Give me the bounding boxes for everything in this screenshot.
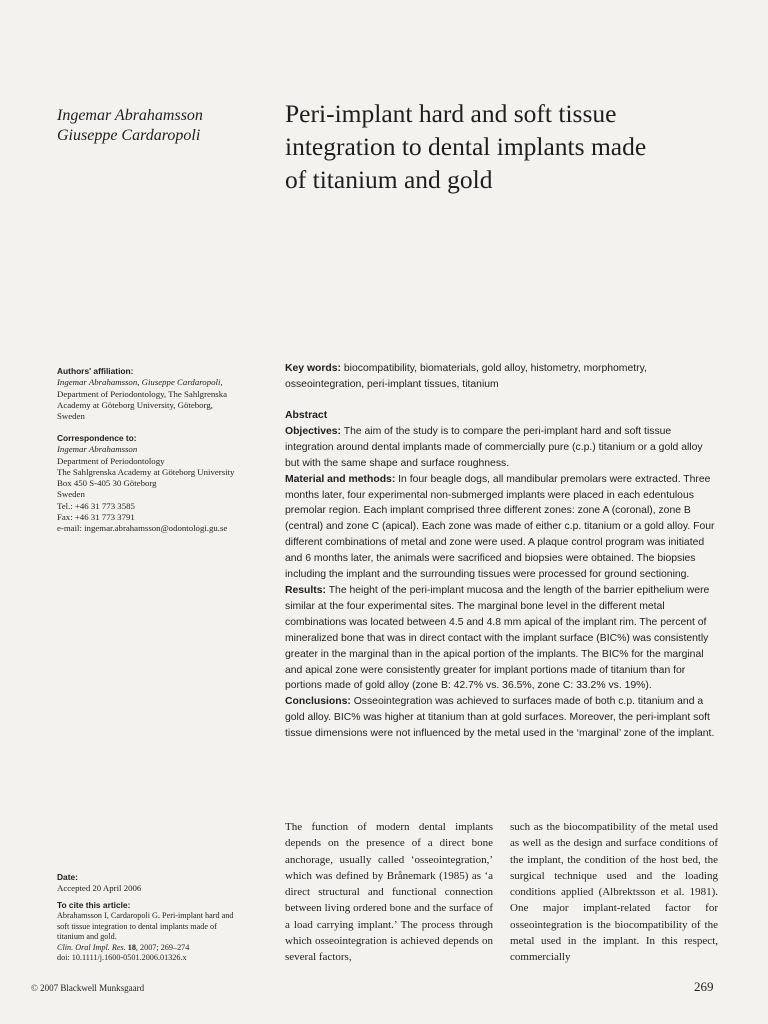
section-label: Conclusions: <box>285 696 351 708</box>
keywords-label: Key words: <box>285 363 342 374</box>
correspondence-line: Tel.: +46 31 773 3585 <box>57 500 135 511</box>
article-title <box>285 97 745 196</box>
section-label: Objectives: <box>285 425 342 437</box>
citation-volume: 18 <box>127 942 136 952</box>
citation-journal: Clin. Oral Impl. Res. <box>57 942 126 952</box>
affiliation-line: Department of Periodontology, The Sahlgrenska <box>57 388 228 399</box>
abstract-results <box>285 583 718 694</box>
affiliation-names: Ingemar Abrahamsson, Giuseppe Cardaropoli, <box>57 377 223 388</box>
title-line: Peri-implant hard and soft tissue <box>285 99 617 128</box>
correspondence-line: Department of Periodontology <box>57 455 165 466</box>
keywords-text: biocompatibility, biomaterials, gold alloy, histometry, morphometry, osseointegration, peri-implant tissues, titanium <box>285 363 647 390</box>
author-name: Giuseppe Cardaropoli <box>57 127 201 144</box>
date-block <box>57 872 272 895</box>
affiliation-block <box>57 366 272 422</box>
citation-line: titanium and gold. <box>57 932 117 942</box>
author-name: Ingemar Abrahamsson <box>57 107 203 124</box>
date-heading: Date: <box>57 872 78 882</box>
correspondence-block <box>57 433 272 535</box>
section-label: Results: <box>285 584 326 596</box>
citation-heading: To cite this article: <box>57 900 131 910</box>
section-text: In four beagle dogs, all mandibular premolars were extracted. Three months later, four experimental non-submerged implants were placed in each edentulous premolar region. Each implant comprised three different zones: zone A (coronal), zone B (central) and zone C (apical). Each zone was made of either c.p. titanium or a gold alloy. Four different combinations of metal and zone were used. A plaque control program was initiated and 6 months later, the animals were sacrificed and biopsies were obtained. The biopsies including the implant and the surrounding tissues were processed for ground sectioning. <box>285 473 715 581</box>
citation-line: soft tissue integration to dental implants made of <box>57 921 217 931</box>
title-line: integration to dental implants made <box>285 132 647 161</box>
correspondence-line: Fax: +46 31 773 3791 <box>57 512 135 523</box>
citation-pages: , 2007; 269–274 <box>135 942 190 952</box>
affiliation-line: Sweden <box>57 411 85 422</box>
copyright-notice: © 2007 Blackwell Munksgaard <box>31 983 145 993</box>
body-column-left: The function of modern dental implants depends on the presence of a direct bone anchorage, usually called ‘osseointegration,’ which was defined by Brånemark (1985) as ‘a direct structural and functional connection between living ordered bone and the surface of a load carrying implant.’ The process through which osseointegration is achieved depends on several factors, <box>285 821 493 964</box>
citation-line: Abrahamsson I, Cardaropoli G. Peri-implant hard and <box>57 911 234 921</box>
correspondence-email[interactable]: e-mail: ingemar.abrahamsson@odontologi.gu.se <box>57 523 228 534</box>
correspondence-heading: Correspondence to: <box>57 433 137 443</box>
date-text: Accepted 20 April 2006 <box>57 883 142 894</box>
abstract-methods <box>285 472 718 583</box>
correspondence-line: The Sahlgrenska Academy at Göteborg University <box>57 466 235 477</box>
section-text: Osseointegration was achieved to surfaces made of both c.p. titanium and a gold alloy. BIC% was higher at titanium than at gold surfaces. Moreover, the peri-implant soft tissue dimensions were not influenced by the metal used in the ‘marginal’ zone of the implant. <box>285 696 715 740</box>
affiliation-line: Academy at Göteborg University, Göteborg, <box>57 399 213 410</box>
keywords-block <box>285 361 718 393</box>
abstract-conclusions <box>285 694 718 742</box>
article-authors <box>57 106 272 146</box>
section-text: The height of the peri-implant mucosa and the length of the barrier epithelium were similar at the four experimental sites. The marginal bone level in the different metal combinations was located between 4.5 and 4.8 mm apical of the implant rim. The percent of mineralized bone that was in direct contact with the implant surface (BIC%) was consistently greater in the marginal than in the apical portion of the implants. The BIC% for the marginal and apical zone were consistently greater for implant portions made of titanium than for portions made of gold alloy (zone B: 42.7% vs. 36.5%, zone C: 33.2% vs. 19%). <box>285 584 710 692</box>
citation-block <box>57 900 272 964</box>
abstract-objectives <box>285 424 718 472</box>
abstract-heading: Abstract <box>285 410 328 421</box>
page-number: 269 <box>694 979 714 994</box>
correspondence-line: Box 450 S-405 30 Göteborg <box>57 478 157 489</box>
section-text: The aim of the study is to compare the peri-implant hard and soft tissue integration around dental implants made of commercially pure (c.p.) titanium or a gold alloy but with the same shape and surface roughness. <box>285 425 703 469</box>
section-label: Material and methods: <box>285 473 396 485</box>
citation-doi[interactable]: doi: 10.1111/j.1600-0501.2006.01326.x <box>57 953 187 963</box>
correspondence-name: Ingemar Abrahamsson <box>57 444 138 455</box>
correspondence-line: Sweden <box>57 489 85 500</box>
title-line: of titanium and gold <box>285 165 493 194</box>
body-column-right: such as the biocompatibility of the metal used as well as the design and surface conditions of the implant, the condition of the host bed, the surgical technique used and the loading conditions applied (Albrektsson et al. 1981). One major implant-related factor for osseointegration is the biocompatibility of the metal used in the implant. In this respect, commercially <box>510 821 718 964</box>
citation-journal-line <box>57 943 272 954</box>
abstract-block <box>285 408 718 742</box>
affiliation-heading: Authors' affiliation: <box>57 366 134 376</box>
